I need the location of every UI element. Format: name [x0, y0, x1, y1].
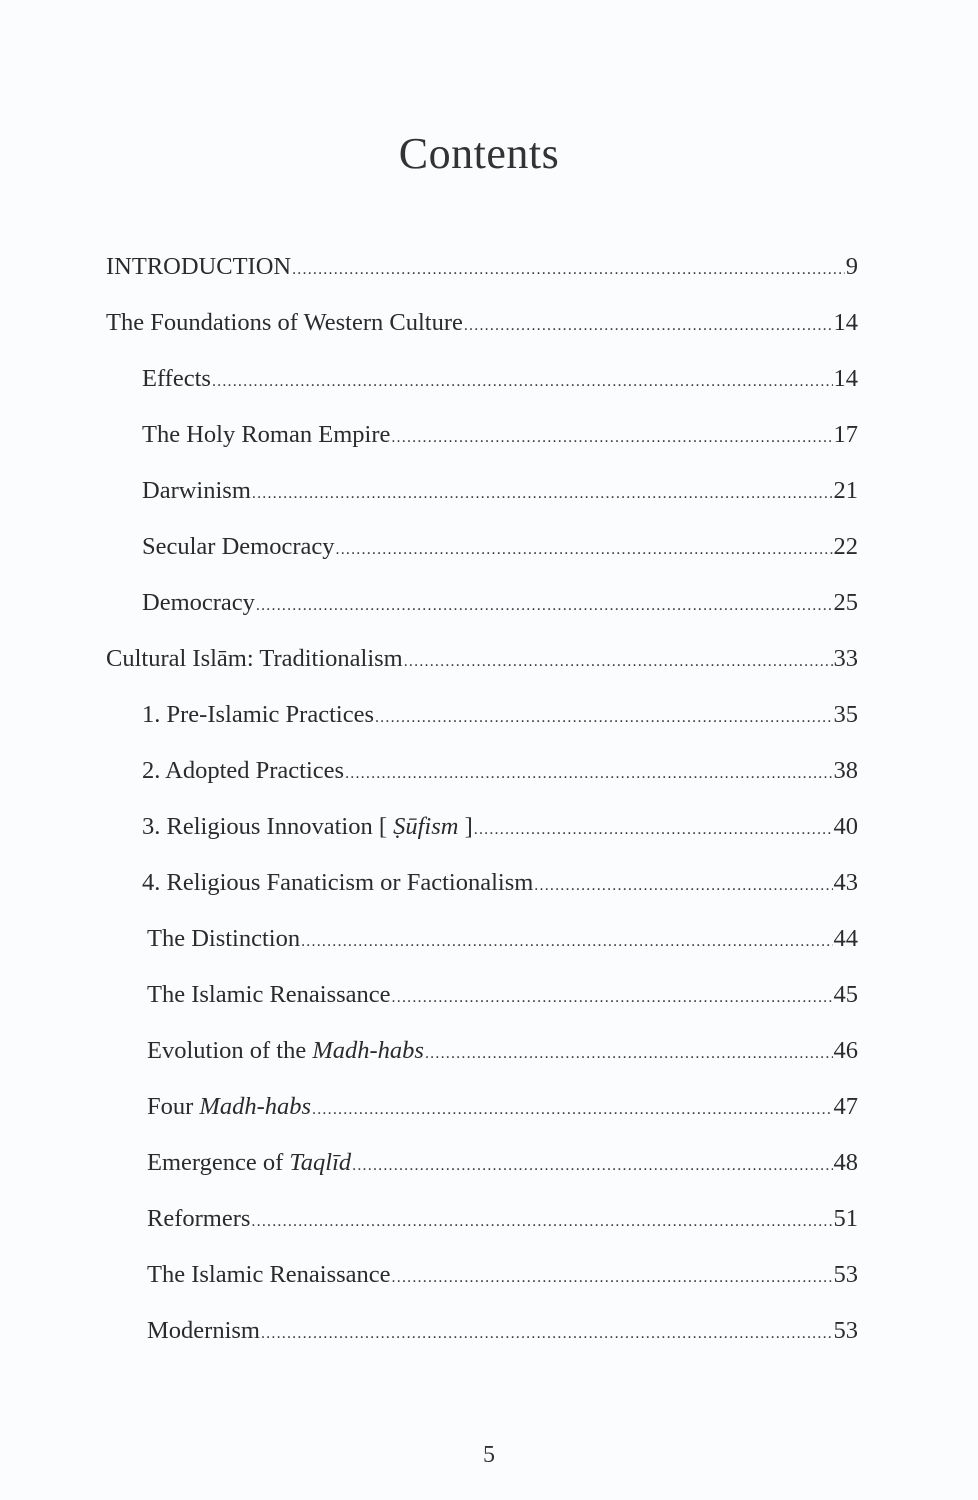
toc-entry-page: 51: [833, 1205, 858, 1232]
toc-entry-title-text: 2. Adopted Practices: [142, 757, 345, 784]
dot-leader: [404, 647, 833, 674]
toc-entry-title-text: Secular Democracy: [142, 533, 335, 560]
toc-entry-title: [106, 308, 463, 338]
toc-entry-title-text: Reformers: [147, 1205, 251, 1232]
toc-entry-page: 14: [833, 365, 858, 392]
toc-entry-title-text: Evolution of the: [147, 1037, 313, 1064]
dot-leader: [375, 703, 833, 730]
toc-entry: [142, 868, 858, 898]
toc-entry-title-text: Emergence of: [147, 1149, 290, 1176]
dot-leader: [425, 1039, 833, 1066]
toc-entry-title-italic: Madh-habs: [199, 1093, 312, 1120]
toc-entry: [147, 1316, 858, 1346]
toc-entry-page: 22: [833, 533, 858, 560]
dot-leader: [474, 815, 833, 842]
toc-entry-page: 33: [833, 645, 858, 672]
dot-leader: [392, 1263, 833, 1290]
dot-leader: [336, 535, 833, 562]
toc-entry-page: 40: [833, 813, 858, 840]
toc-entry-title-text: 1. Pre-Islamic Practices: [142, 701, 374, 728]
toc-entry: [106, 252, 858, 282]
toc-entry-page: 44: [833, 925, 858, 952]
page-number: 5: [483, 1442, 495, 1468]
dot-leader: [352, 1151, 832, 1178]
dot-leader: [392, 983, 833, 1010]
toc-entry-page: 45: [833, 981, 858, 1008]
toc-entry-page: 17: [833, 421, 858, 448]
toc-entry-page: 35: [833, 701, 858, 728]
toc-entry-title: [142, 420, 390, 450]
toc-entry-title: [142, 812, 473, 842]
toc-entry-title-text: The Holy Roman Empire: [142, 421, 391, 448]
toc-entry-title: [147, 1260, 391, 1290]
toc-entry-title-text: ]: [458, 813, 473, 840]
dot-leader: [464, 311, 833, 338]
toc-entry-page: 46: [833, 1037, 858, 1064]
toc-entry-title-text: The Distinction: [147, 925, 301, 952]
toc-entry-title-italic: Ṣūfism: [393, 813, 459, 840]
toc-entry: [147, 1260, 858, 1290]
toc-entry: [142, 420, 858, 450]
toc-entry-title-text: 3. Religious Innovation [: [142, 813, 394, 840]
toc-entry-title: [147, 924, 300, 954]
toc-entry-title-text: 4. Religious Fanaticism or Factionalism: [142, 869, 534, 896]
toc-entry-title: [106, 252, 291, 282]
page-title: Contents: [398, 129, 560, 178]
toc-entry-title: [147, 1036, 424, 1066]
toc-entry-title-text: Cultural Islām: Traditionalism: [106, 645, 403, 672]
dot-leader: [251, 1207, 832, 1234]
toc-entry-title-text: Democracy: [142, 589, 255, 616]
dot-leader: [345, 759, 832, 786]
toc-entry-page: 14: [833, 309, 858, 336]
toc-entry-title-text: The Islamic Renaissance: [147, 981, 391, 1008]
toc-entry-page: 9: [845, 253, 858, 280]
toc-entry-title: [142, 756, 344, 786]
toc-entry: [142, 756, 858, 786]
toc-entry-page: 53: [833, 1261, 858, 1288]
toc-entry-page: 38: [833, 757, 858, 784]
toc-entry: [147, 1036, 858, 1066]
toc-entry: [142, 812, 858, 842]
toc-entry-page: 25: [833, 589, 858, 616]
toc-entry-title: [142, 364, 211, 394]
dot-leader: [312, 1095, 832, 1122]
toc-entry-page: 53: [833, 1317, 858, 1344]
toc-entry: [147, 1092, 858, 1122]
toc-entry-title-text: Darwinism: [142, 477, 251, 504]
toc-entry-title: [142, 588, 255, 618]
dot-leader: [212, 367, 833, 394]
toc-entry-title-text: Effects: [142, 365, 211, 392]
toc-entry-page: 48: [833, 1149, 858, 1176]
dot-leader: [256, 591, 833, 618]
toc-entry-title-text: INTRODUCTION: [106, 253, 292, 280]
toc-entry: [106, 308, 858, 338]
dot-leader: [391, 423, 832, 450]
dot-leader: [301, 927, 832, 954]
toc-entry-page: 43: [833, 869, 858, 896]
toc-entry: [147, 1204, 858, 1234]
toc-entry-title: [142, 700, 374, 730]
dot-leader: [292, 255, 845, 282]
toc-entry: [142, 476, 858, 506]
toc-entry: [106, 644, 858, 674]
toc-entry: [142, 700, 858, 730]
dot-leader: [261, 1319, 833, 1346]
dot-leader: [252, 479, 833, 506]
toc-entry: [147, 1148, 858, 1178]
toc-entry-title: [147, 1316, 260, 1346]
toc-entry-title: [142, 476, 251, 506]
toc-entry: [142, 364, 858, 394]
toc-entry-title: [142, 868, 533, 898]
toc-entry-title: [142, 532, 335, 562]
toc-entry: [147, 980, 858, 1010]
toc-entry-title-text: The Islamic Renaissance: [147, 1261, 391, 1288]
toc-entry-title: [147, 1148, 351, 1178]
toc-entry-title-italic: Madh-habs: [312, 1037, 424, 1064]
toc-entry-title: [147, 1092, 311, 1122]
toc-entry: [142, 588, 858, 618]
toc-entry-title: [147, 1204, 250, 1234]
toc-entry-title-text: The Foundations of Western Culture: [106, 309, 463, 336]
toc-entry-page: 21: [833, 477, 858, 504]
toc-entry-title: [147, 980, 391, 1010]
toc-entry: [142, 532, 858, 562]
toc-entry-page: 47: [833, 1093, 858, 1120]
toc-entry-title-text: Modernism: [147, 1317, 260, 1344]
toc-entry-title: [106, 644, 403, 674]
dot-leader: [534, 871, 832, 898]
toc-entry: [147, 924, 858, 954]
toc-entry-title-italic: Taqlīd: [289, 1149, 352, 1176]
toc-entry-title-text: Four: [147, 1093, 200, 1120]
